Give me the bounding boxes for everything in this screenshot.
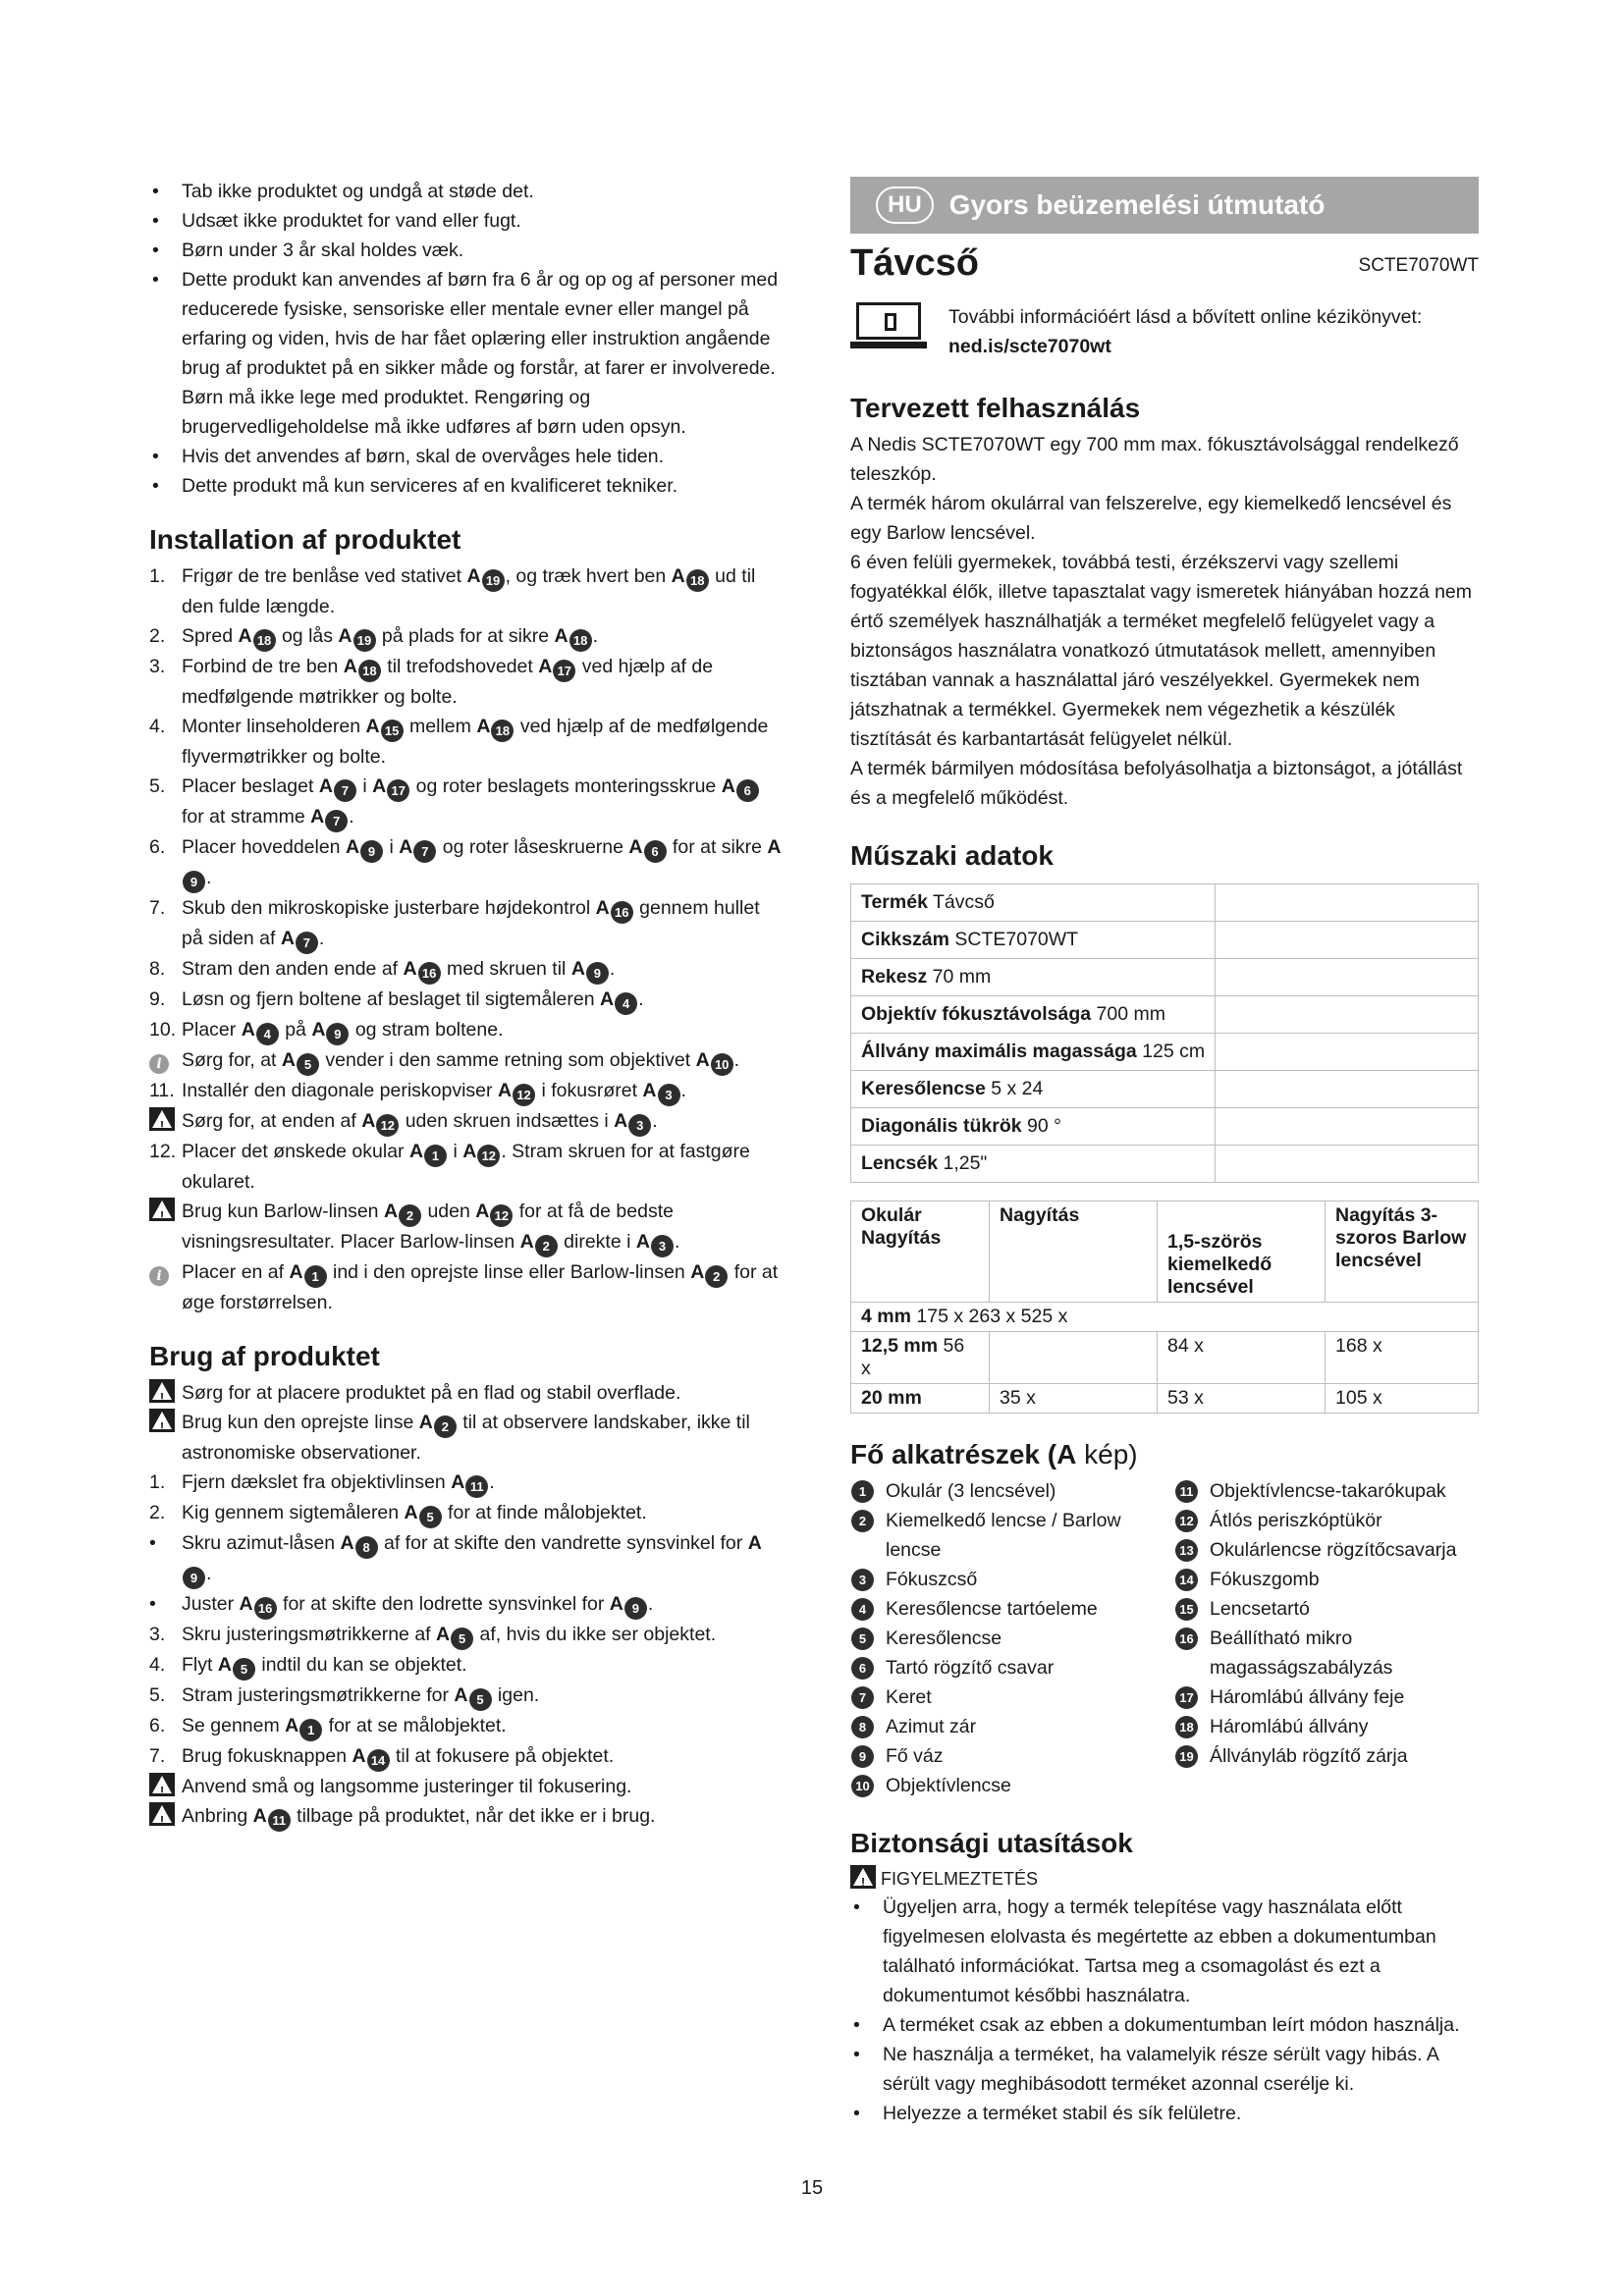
- list-item: ! Sørg for at placere produktet på en flad og stabil overflade.: [149, 1378, 783, 1408]
- intended-use-p2: A termék három okulárral van felszerelve, egy kiemelkedő lencsével és egy Barlow lencsével.: [850, 493, 1452, 544]
- hungarian-column: [850, 177, 1479, 2128]
- part-ref-icon: 1: [299, 1719, 322, 1741]
- part-ref-icon: 16: [611, 901, 633, 924]
- list-item: 5. Placer beslaget A 7 i A 17 og roter beslagets monteringsskrue A 6 for at stramme A 7 .: [149, 772, 783, 832]
- part-ref-icon: 7: [413, 840, 436, 863]
- manual-text: További információért lásd a bővített online kézikönyvet:: [948, 306, 1423, 328]
- list-item: 2. Kig gennem sigtemåleren A 5 for at finde målobjektet.: [149, 1498, 783, 1528]
- part-ref-icon: 3: [651, 1235, 674, 1257]
- list-item: • Juster A 16 for at skifte den lodrette synsvinkel for A 9 .: [149, 1589, 783, 1620]
- part-number-icon: 12: [1175, 1510, 1198, 1532]
- parts-heading: Fő alkatrészek (A kép): [850, 1439, 1138, 1469]
- table-header-row: Okulár Nagyítás Nagyítás 1,5-szörös kiemelkedő lencsével Nagyítás 3-szoros Barlow lencsével: [851, 1201, 1479, 1303]
- list-item: • Hvis det anvendes af børn, skal de overvåges hele tiden.: [149, 442, 783, 471]
- part-ref-icon: 5: [419, 1506, 442, 1528]
- intended-use-heading: Tervezett felhasználás: [850, 393, 1141, 423]
- list-item: 17 Háromlábú állvány feje: [1174, 1682, 1479, 1712]
- list-item: 14 Fókuszgomb: [1174, 1565, 1479, 1594]
- list-item: 11 Objektívlencse-takarókupak: [1174, 1476, 1479, 1506]
- part-ref-icon: 2: [434, 1415, 457, 1438]
- part-ref-icon: 19: [353, 629, 376, 652]
- part-ref-icon: 19: [482, 569, 505, 592]
- part-ref-icon: 6: [736, 779, 759, 802]
- specs-table: [850, 883, 1479, 1183]
- part-ref-icon: 12: [376, 1114, 399, 1137]
- table-row: Lencsék 1,25": [851, 1146, 1479, 1183]
- part-ref-icon: 2: [705, 1265, 728, 1288]
- part-ref-icon: 18: [253, 629, 276, 652]
- warning-icon: [850, 1865, 876, 1889]
- part-number-icon: 7: [851, 1686, 874, 1709]
- list-item: 5. Stram justeringsmøtrikkerne for A 5 igen.: [149, 1681, 783, 1711]
- warning-label: ! FIGYELMEZTETÉS: [850, 1865, 1479, 1893]
- part-ref-icon: 9: [183, 1567, 205, 1589]
- list-item: 6. Placer hoveddelen A 9 i A 7 og roter låseskruerne A 6 for at sikre A9 .: [149, 832, 783, 893]
- part-ref-icon: 5: [451, 1628, 473, 1650]
- list-item: 8. Stram den anden ende af A 16 med skruen til A 9 .: [149, 954, 783, 985]
- page-number: 15: [800, 2177, 824, 2199]
- specs-heading: Műszaki adatok: [850, 840, 1054, 871]
- list-item: • Dette produkt må kun serviceres af en kvalificeret tekniker.: [149, 471, 783, 501]
- magnification-table: [850, 1201, 1479, 1414]
- list-item: 13 Okulárlencse rögzítőcsavarja: [1174, 1535, 1479, 1565]
- part-ref-icon: 7: [296, 932, 318, 954]
- part-number-icon: 9: [851, 1745, 874, 1768]
- table-row: Objektív fókusztávolsága 700 mm: [851, 996, 1479, 1034]
- part-ref-icon: 6: [644, 840, 667, 863]
- list-item: • Skru azimut-låsen A 8 af for at skifte den vandrette synsvinkel for A9 .: [149, 1528, 783, 1589]
- list-item: • Børn under 3 år skal holdes væk.: [149, 236, 783, 265]
- part-number-icon: 15: [1175, 1598, 1198, 1621]
- list-item: ! Brug kun den oprejste linse A 2 til at observere landskaber, ikke til astronomiske observationer.: [149, 1408, 783, 1468]
- list-item: 1. Fjern dækslet fra objektivlinsen A 11 .: [149, 1468, 783, 1498]
- list-item: 1. Frigør de tre benlåse ved stativet A 19 , og træk hvert ben A 18 ud til den fulde længde.: [149, 565, 756, 617]
- list-item: 10. Placer A 4 på A 9 og stram boltene.: [149, 1015, 783, 1045]
- part-number-icon: 3: [851, 1569, 874, 1591]
- list-item: 5 Keresőlencse: [850, 1624, 1174, 1653]
- part-ref-icon: 2: [399, 1204, 421, 1227]
- part-ref-icon: 4: [256, 1023, 279, 1045]
- usage-heading: Brug af produktet: [149, 1341, 380, 1371]
- installation-steps: [149, 561, 783, 1317]
- table-row: Rekesz 70 mm: [851, 959, 1479, 996]
- part-ref-icon: 7: [334, 779, 356, 802]
- info-icon: i: [149, 1266, 169, 1286]
- list-item: 3 Fókuszcső: [850, 1565, 1174, 1594]
- warning-icon: [149, 1379, 175, 1403]
- list-item: 3. Forbind de tre ben A 18 til trefodshovedet A 17 ved hjælp af de medfølgende møtrikker og bolte.: [149, 656, 714, 708]
- list-item: • Dette produkt kan anvendes af børn fra 6 år og op og af personer med reducerede fysiske, sensoriske eller mentale evner eller mangel på erfaring og viden, hvis de har fået oplæring eller instruktion angående brug af produktet på en sikker måde og forstår, at farer er involverede. Børn må ikke lege med produktet. Rengøring og brugervedligeholdelse må ikke udføres af børn uden opsyn.: [149, 265, 783, 442]
- part-number-icon: 19: [1175, 1745, 1198, 1768]
- list-item: 2. Spred A 18 og lås A 19 på plads for at sikre A 18 .: [149, 621, 783, 652]
- part-number-icon: 13: [1175, 1539, 1198, 1562]
- parts-list-right: [1174, 1476, 1479, 1800]
- part-number-icon: 4: [851, 1598, 874, 1621]
- usage-steps: [149, 1378, 783, 1832]
- table-row: 4 mm 175 x 263 x 525 x: [851, 1303, 1479, 1332]
- part-ref-icon: 9: [624, 1597, 647, 1620]
- table-row: Diagonális tükrök 90 °: [851, 1108, 1479, 1146]
- page-title: Távcső: [850, 242, 979, 284]
- part-ref-icon: 8: [355, 1536, 378, 1559]
- part-number-icon: 17: [1175, 1686, 1198, 1709]
- part-ref-icon: 2: [535, 1235, 558, 1257]
- list-item: 12. Placer det ønskede okular A 1 i A 12 . Stram skruen for at fastgøre okularet.: [149, 1141, 750, 1193]
- list-item: 4 Keresőlencse tartóeleme: [850, 1594, 1174, 1624]
- part-number-icon: 5: [851, 1628, 874, 1650]
- laptop-icon: [850, 302, 927, 351]
- part-ref-icon: 5: [469, 1688, 492, 1711]
- part-number-icon: 10: [851, 1775, 874, 1797]
- list-item: 4. Monter linseholderen A 15 mellem A 18 ved hjælp af de medfølgende flyvermøtrikker og bolte.: [149, 716, 769, 768]
- table-row: Cikkszám SCTE7070WT: [851, 922, 1479, 959]
- list-item: 11. Installér den diagonale periskopviser A 12 i fokusrøret A 3 .: [149, 1076, 783, 1106]
- list-item: ! Sørg for, at enden af A 12 uden skruen indsættes i A 3 .: [149, 1106, 783, 1137]
- part-number-icon: 16: [1175, 1628, 1198, 1650]
- part-number-icon: 2: [851, 1510, 874, 1532]
- warning-icon: [149, 1802, 175, 1826]
- part-ref-icon: 5: [233, 1658, 255, 1681]
- part-ref-icon: 10: [711, 1053, 733, 1076]
- part-number-icon: 1: [851, 1480, 874, 1503]
- list-item: 1 Okulár (3 lencsével): [850, 1476, 1174, 1506]
- list-item: • Ügyeljen arra, hogy a termék telepítése vagy használata előtt figyelmesen elolvasta és megértette az ebben a dokumentumban található információkat. Tartsa meg a csomagolást és ezt a dokumentumot későbbi használatra.: [850, 1893, 1479, 2010]
- part-ref-icon: 4: [615, 992, 637, 1015]
- installation-heading: Installation af produktet: [149, 524, 461, 555]
- part-ref-icon: 9: [183, 871, 205, 893]
- parts-list-left: [850, 1476, 1174, 1800]
- list-item: 7. Brug fokusknappen A 14 til at fokusere på objektet.: [149, 1741, 783, 1772]
- safety-bullets-hu: [850, 1893, 1479, 2128]
- banner-title: Gyors beüzemelési útmutató: [948, 189, 1326, 220]
- manual-link[interactable]: ned.is/scte7070wt: [948, 336, 1111, 357]
- part-ref-icon: 15: [381, 720, 404, 742]
- list-item: • Helyezze a terméket stabil és sík felületre.: [850, 2099, 1479, 2128]
- list-item: ! Anvend små og langsomme justeringer til fokusering.: [149, 1772, 783, 1801]
- part-ref-icon: 3: [658, 1084, 680, 1106]
- table-row: Termék Távcső: [851, 884, 1479, 922]
- info-icon: i: [149, 1054, 169, 1074]
- list-item: 10 Objektívlencse: [850, 1771, 1174, 1800]
- part-ref-icon: 16: [254, 1597, 277, 1620]
- part-ref-icon: 17: [553, 660, 575, 682]
- part-number-icon: 18: [1175, 1716, 1198, 1738]
- warning-icon: [149, 1773, 175, 1796]
- language-badge: HU: [876, 187, 934, 224]
- part-ref-icon: 11: [268, 1809, 291, 1832]
- part-ref-icon: 7: [325, 810, 348, 832]
- warning-icon: [149, 1409, 175, 1432]
- part-number-icon: 11: [1175, 1480, 1198, 1503]
- list-item: 19 Állványláb rögzítő zárja: [1174, 1741, 1479, 1771]
- list-item: 12 Átlós periszkóptükör: [1174, 1506, 1479, 1535]
- part-number-icon: 14: [1175, 1569, 1198, 1591]
- list-item: 18 Háromlábú állvány: [1174, 1712, 1479, 1741]
- safety-heading: Biztonsági utasítások: [850, 1828, 1133, 1858]
- list-item: 2 Kiemelkedő lencse / Barlow lencse: [850, 1506, 1174, 1565]
- intended-use-p4: A termék bármilyen módosítása befolyásolhatja a biztonságot, a jótállást és a megfelelő működést.: [850, 758, 1463, 809]
- online-manual-note: [850, 302, 1479, 361]
- part-ref-icon: 1: [424, 1145, 447, 1167]
- table-row: 12,5 mm 56 x 84 x 168 x: [851, 1332, 1479, 1384]
- list-item: • Ne használja a terméket, ha valamelyik része sérült vagy hibás. A sérült vagy meghibásodott terméket azonnal cserélje ki.: [850, 2040, 1479, 2099]
- part-ref-icon: 9: [326, 1023, 349, 1045]
- part-ref-icon: 18: [686, 569, 709, 592]
- list-item: 9. Løsn og fjern boltene af beslaget til sigtemåleren A 4 .: [149, 985, 783, 1015]
- table-row: 20 mm 35 x 53 x 105 x: [851, 1384, 1479, 1414]
- list-item: ! Anbring A 11 tilbage på produktet, når det ikke er i brug.: [149, 1801, 783, 1832]
- part-ref-icon: 1: [304, 1265, 327, 1288]
- list-item: 6 Tartó rögzítő csavar: [850, 1653, 1174, 1682]
- part-ref-icon: 12: [513, 1084, 535, 1106]
- part-ref-icon: 18: [358, 660, 381, 682]
- list-item: ! Brug kun Barlow-linsen A 2 uden A 12 for at få de bedste visningsresultater. Placer Barlow-linsen A 2 direkte i A 3 .: [149, 1197, 783, 1257]
- list-item: 4. Flyt A 5 indtil du kan se objektet.: [149, 1650, 783, 1681]
- list-item: 3. Skru justeringsmøtrikkerne af A 5 af, hvis du ikke ser objektet.: [149, 1620, 783, 1650]
- safety-bullets-da: [149, 177, 783, 501]
- part-ref-icon: 18: [491, 720, 514, 742]
- list-item: 7 Keret: [850, 1682, 1174, 1712]
- language-banner: [850, 177, 1479, 234]
- list-item: i Sørg for, at A 5 vender i den samme retning som objektivet A 10 .: [149, 1045, 783, 1076]
- list-item: • A terméket csak az ebben a dokumentumban leírt módon használja.: [850, 2010, 1479, 2040]
- part-ref-icon: 12: [477, 1145, 500, 1167]
- danish-column: [149, 177, 783, 1832]
- warning-icon: [149, 1107, 175, 1131]
- list-item: 8 Azimut zár: [850, 1712, 1174, 1741]
- part-ref-icon: 11: [465, 1475, 488, 1498]
- list-item: • Tab ikke produktet og undgå at støde det.: [149, 177, 783, 206]
- title-row: [850, 241, 1479, 285]
- list-item: 15 Lencsetartó: [1174, 1594, 1479, 1624]
- part-ref-icon: 18: [569, 629, 592, 652]
- part-ref-icon: 17: [387, 779, 409, 802]
- part-ref-icon: 9: [360, 840, 383, 863]
- parts-list: [850, 1476, 1479, 1800]
- intended-use-p3: 6 éven felüli gyermekek, továbbá testi, érzékszervi vagy szellemi fogyatékkal élők, illetve tapasztalat vagy ismeretek hiányában hozzá nem értő személyek használhatják a terméket megfelelő felügyelet vagy a biztonságos használatra vonatkozó útmutatások mellett, amennyiben tisztában vannak a használattal járó veszélyekkel. Gyermekek nem játszhatnak a termékkel. Gyermekek nem végezhetik a készülék tisztítását és karbantartását felügyelet nélkül.: [850, 552, 1473, 750]
- part-number-icon: 6: [851, 1657, 874, 1680]
- part-ref-icon: 9: [586, 962, 609, 985]
- part-ref-icon: 12: [490, 1204, 513, 1227]
- list-item: 16 Beállítható mikro magasságszabályzás: [1174, 1624, 1479, 1682]
- table-row: Állvány maximális magassága 125 cm: [851, 1034, 1479, 1071]
- list-item: 9 Fő váz: [850, 1741, 1174, 1771]
- part-ref-icon: 14: [367, 1749, 390, 1772]
- part-ref-icon: 5: [297, 1053, 319, 1076]
- table-row: Keresőlencse 5 x 24: [851, 1071, 1479, 1108]
- part-number-icon: 8: [851, 1716, 874, 1738]
- list-item: 6. Se gennem A 1 for at se målobjektet.: [149, 1711, 783, 1741]
- model-number: SCTE7070WT: [1358, 255, 1479, 276]
- warning-icon: [149, 1198, 175, 1221]
- part-ref-icon: 3: [628, 1114, 651, 1137]
- intended-use-p1: A Nedis SCTE7070WT egy 700 mm max. fókusztávolsággal rendelkező teleszkóp.: [850, 434, 1459, 485]
- list-item: 7. Skub den mikroskopiske justerbare højdekontrol A 16 gennem hullet på siden af A 7 .: [149, 893, 783, 954]
- list-item: i Placer en af A 1 ind i den oprejste linse eller Barlow-linsen A 2 for at øge forstørrelsen.: [149, 1257, 783, 1317]
- list-item: • Udsæt ikke produktet for vand eller fugt.: [149, 206, 783, 236]
- part-ref-icon: 16: [418, 962, 441, 985]
